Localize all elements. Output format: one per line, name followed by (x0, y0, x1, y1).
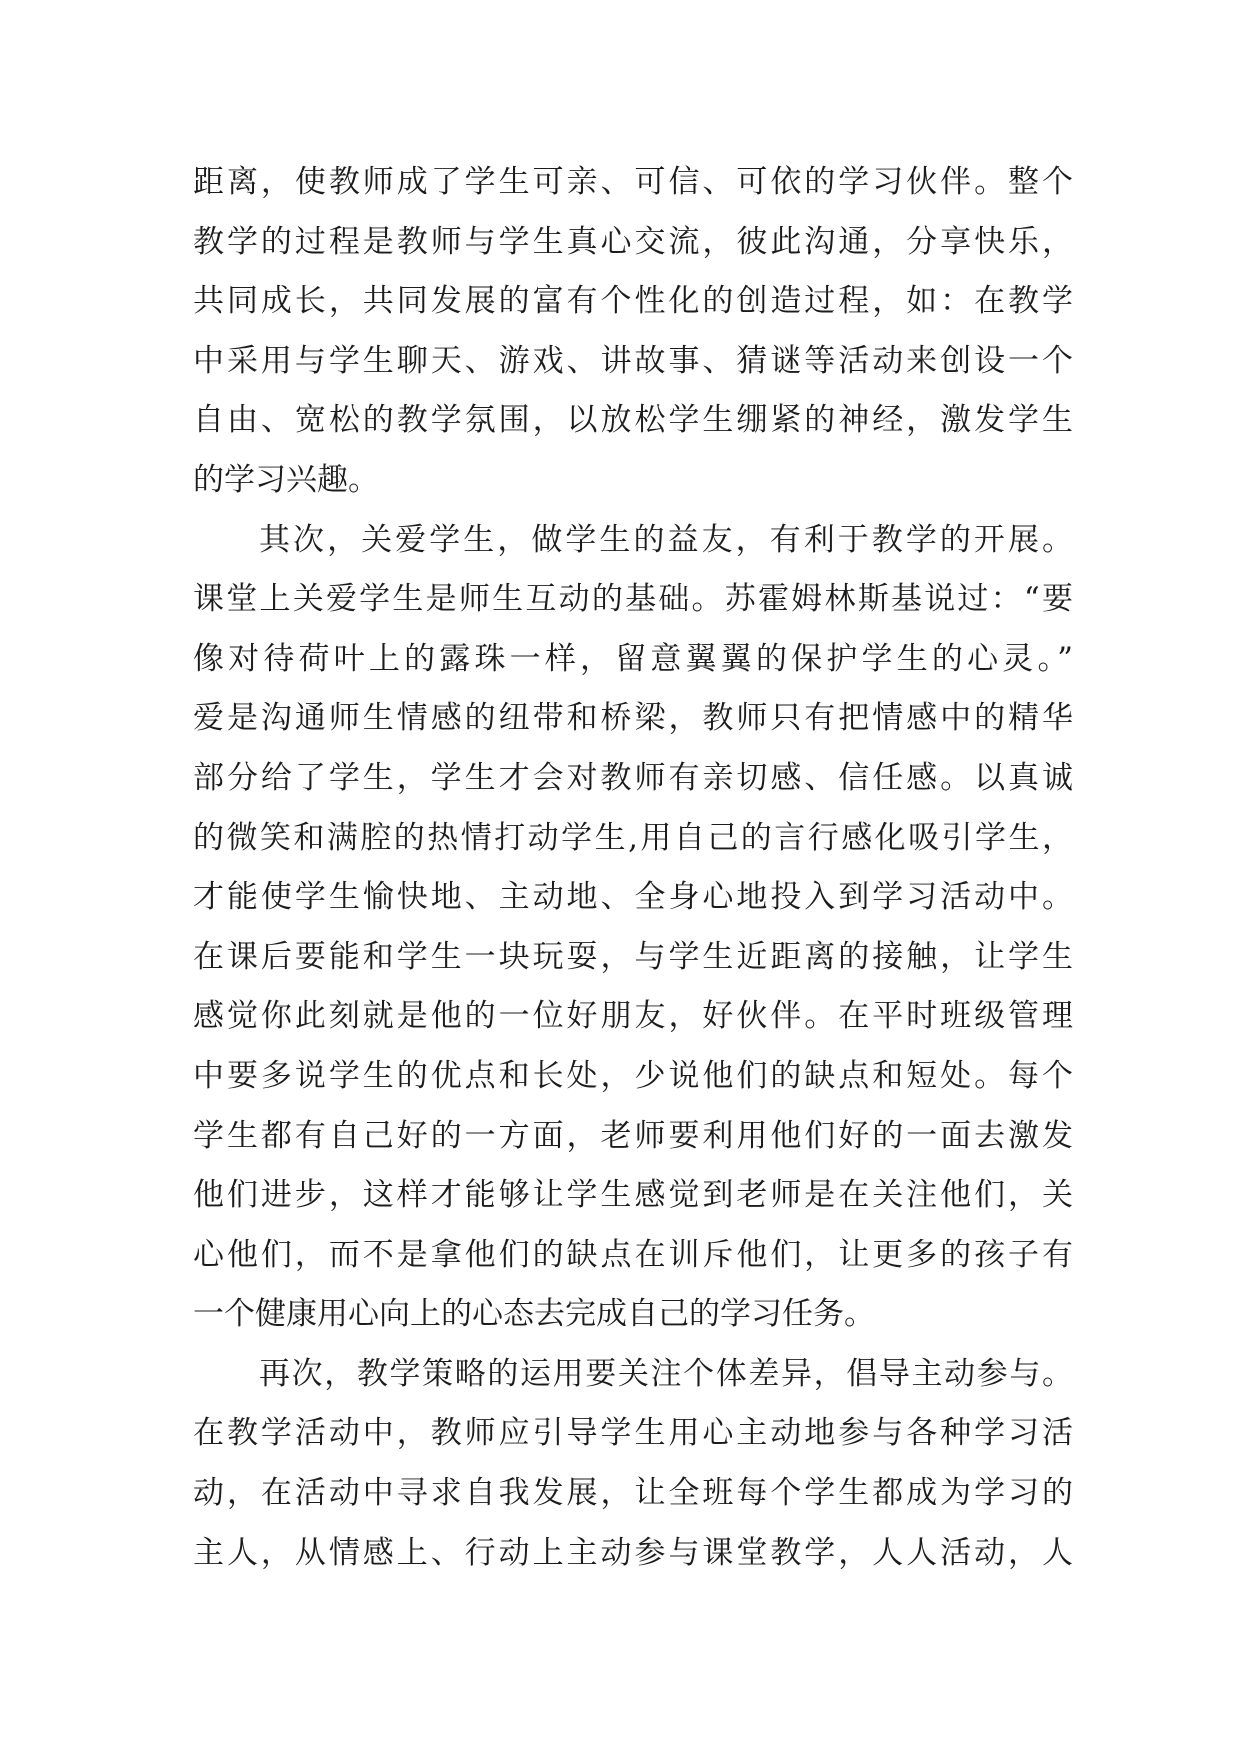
text-line: 才能使学生愉快地、主动地、全身心地投入到学习活动中。 (193, 879, 1073, 916)
text-line: 课堂上关爱学生是师生互动的基础。苏霍姆林斯基说过：“要 (193, 581, 1073, 618)
text-line: 教学的过程是教师与学生真心交流，彼此沟通，分享快乐， (193, 223, 1073, 260)
paragraph-first-line: 再次，教学策略的运用要关注个体差异，倡导主动参与。 (259, 1355, 1073, 1392)
text-line: 学生都有自己好的一方面，老师要利用他们好的一面去激发 (193, 1117, 1073, 1154)
text-line: 心他们，而不是拿他们的缺点在训斥他们，让更多的孩子有 (193, 1236, 1073, 1273)
paragraph-first-line: 其次，关爱学生，做学生的益友，有利于教学的开展。 (259, 521, 1073, 558)
text-line: 一个健康用心向上的心态去完成自己的学习任务。 (193, 1296, 875, 1333)
text-line: 中采用与学生聊天、游戏、讲故事、猜谜等活动来创设一个 (193, 342, 1073, 379)
text-line: 距离，使教师成了学生可亲、可信、可依的学习伙伴。整个 (193, 164, 1073, 200)
text-line: 部分给了学生，学生才会对教师有亲切感、信任感。以真诚 (193, 759, 1073, 796)
text-line: 动，在活动中寻求自我发展，让全班每个学生都成为学习的 (193, 1475, 1073, 1512)
text-line: 像对待荷叶上的露珠一样，留意翼翼的保护学生的心灵。” (193, 640, 1073, 677)
text-line: 共同成长，共同发展的富有个性化的创造过程，如：在教学 (193, 283, 1073, 320)
text-line: 的微笑和满腔的热情打动学生,用自己的言行感化吸引学生， (193, 819, 1073, 856)
text-line: 他们进步，这样才能够让学生感觉到老师是在关注他们，关 (193, 1177, 1073, 1214)
text-line: 爱是沟通师生情感的纽带和桥梁，教师只有把情感中的精华 (193, 700, 1073, 737)
text-line: 主人，从情感上、行动上主动参与课堂教学，人人活动，人 (193, 1534, 1073, 1571)
text-line: 自由、宽松的教学氛围，以放松学生绷紧的神经，激发学生 (193, 402, 1073, 439)
body-text (193, 153, 1073, 1583)
text-line: 的学习兴趣。 (193, 461, 379, 498)
text-line: 在课后要能和学生一块玩耍，与学生近距离的接触，让学生 (193, 938, 1073, 975)
text-line: 在教学活动中，教师应引导学生用心主动地参与各种学习活 (193, 1415, 1073, 1452)
text-line: 中要多说学生的优点和长处，少说他们的缺点和短处。每个 (193, 1057, 1073, 1094)
text-line: 感觉你此刻就是他的一位好朋友，好伙伴。在平时班级管理 (193, 998, 1073, 1035)
